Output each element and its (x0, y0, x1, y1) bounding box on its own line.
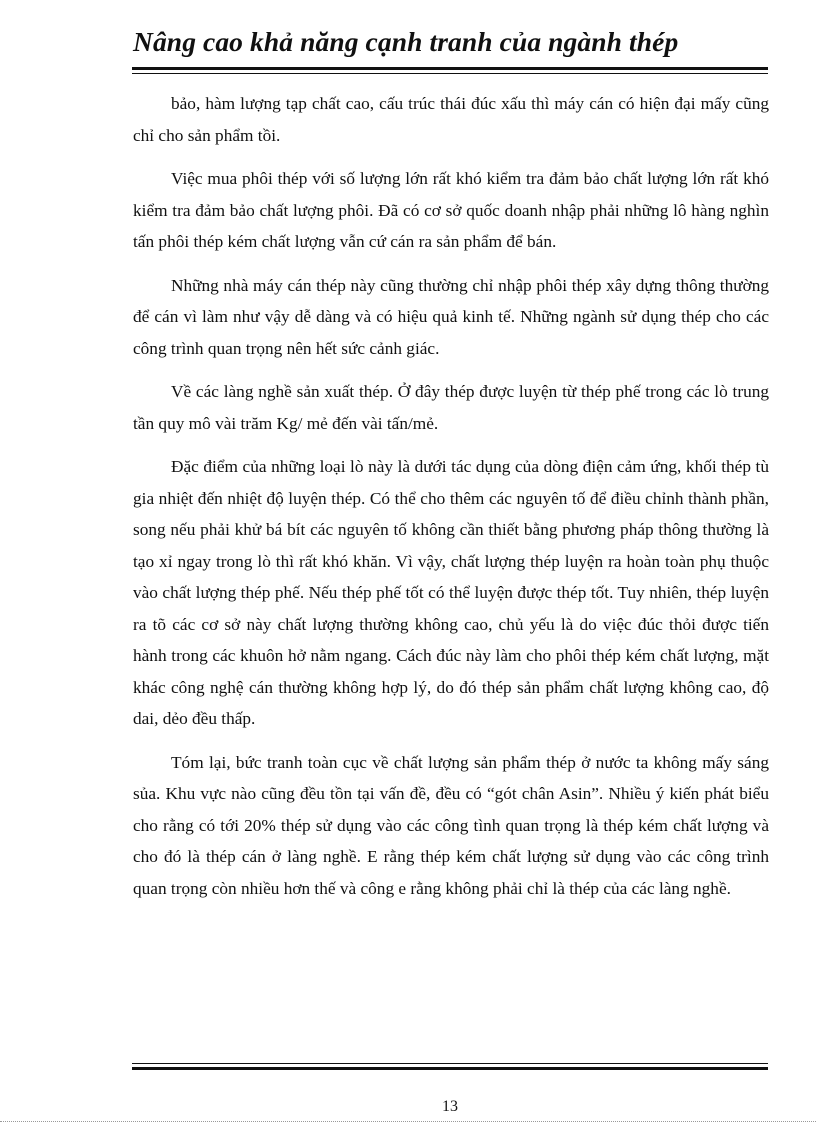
page-title: Nâng cao khả năng cạnh tranh của ngành thép (133, 26, 679, 57)
paragraph-continuation: bảo, hàm lượng tạp chất cao, cấu trúc thái đúc xấu thì máy cán có hiện đại mấy cũng chỉ cho sản phẩm tồi. (133, 94, 769, 145)
footer-divider (132, 1063, 768, 1070)
document-body (133, 88, 769, 916)
paragraph: Tóm lại, bức tranh toàn cục về chất lượng sản phẩm thép ở nước ta không mấy sáng sủa. Khu vực nào cũng đều tồn tại vấn đề, đều có “gót chân Asin”. Nhiều ý kiến phát biểu cho rằng có tới 20% thép sử dụng vào các công tình quan trọng là thép kém chất lượng và cho đó là thép cán ở làng nghề. E rằng thép kém chất lượng sử dụng vào các công trình quan trọng còn nhiều hơn thế và công e rằng không phải chỉ là thép của các làng nghề. (133, 752, 769, 898)
paragraph: Đặc điểm của những loại lò này là dưới tác dụng của dòng điện cảm ứng, khối thép tù gia nhiệt đến nhiệt độ luyện thép. Có thể cho thêm các nguyên tố để điều chỉnh thành phần, song nếu phải khử bá bít các nguyên tố không cần thiết bằng phương pháp thông thường là tạo xỉ ngay trong lò thì rất khó khăn. Vì vậy, chất lượng thép luyện ra hoàn toàn phụ thuộc vào chất lượng thép phế. Nếu thép phế tốt có thể luyện được thép tốt. Tuy nhiên, thép luyện ra tõ các cơ sở này chất lượng thường không cao, chủ yếu là do việc đúc thỏi được tiến hành trong các khuôn hở nằm ngang. Cách đúc này làm cho phôi thép kém chất lượng, mặt khác công nghệ cán thường không hợp lý, do đó thép sản phẩm chất lượng không cao, độ dai, dẻo đều thấp. (133, 457, 769, 728)
paragraph: Việc mua phôi thép với số lượng lớn rất khó kiểm tra đảm bảo chất lượng lớn rất khó kiểm tra đảm bảo chất lượng phôi. Đã có cơ sở quốc doanh nhập phải những lô hàng nghìn tấn phôi thép kém chất lượng vẫn cứ cán ra sản phẩm để bán. (133, 169, 769, 251)
header-divider (132, 67, 768, 74)
page-edge-line (0, 1121, 816, 1122)
paragraph: Những nhà máy cán thép này cũng thường chỉ nhập phôi thép xây dựng thông thường để cán vì làm như vậy dễ dàng và có hiệu quả kinh tế. Những ngành sử dụng thép cho các công trình quan trọng nên hết sức cảnh giác. (133, 275, 769, 358)
page-number: 13 (442, 1098, 458, 1115)
paragraph: Về các làng nghề sản xuất thép. Ở đây thép được luyện từ thép phế trong các lò trung tần quy mô vài trăm Kg/ mẻ đến vài tấn/mẻ. (133, 382, 769, 433)
